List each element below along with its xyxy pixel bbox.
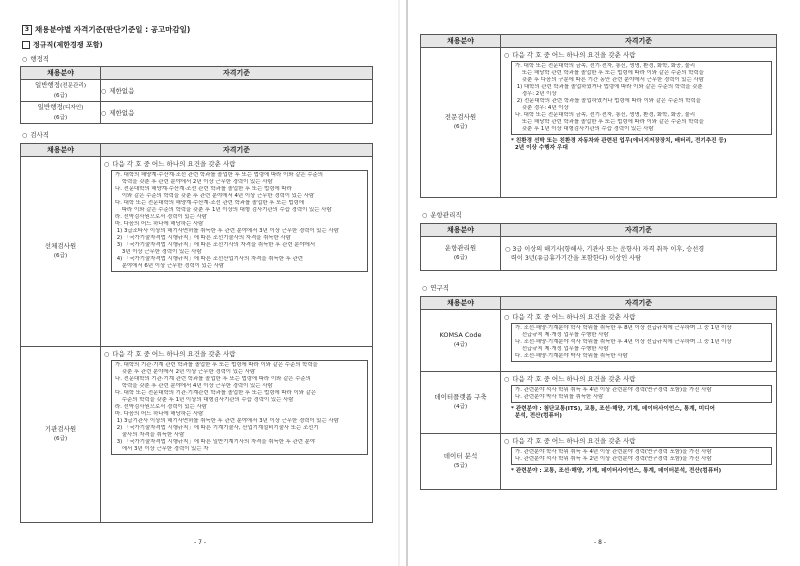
criteria-line: 2) 「국가기술자격법 시행규칙」에 따른 기계기술사, 산업기계설비기술사 또는 조선기	[115, 425, 319, 431]
scan-edge	[406, 0, 408, 566]
criteria-line: 학력을 갖춘 후 관련 분야에서 2년 이상 근무한 경력이 있는 사람	[115, 179, 273, 185]
criteria-line: 선급규칙 제·개정 업무를 수행한 사람	[515, 346, 609, 352]
inspect-table	[20, 143, 373, 523]
ops-manager-name: 운항관리원 (6급)	[421, 237, 501, 271]
criteria-note: * 친환경 선박 또는 친환경 자동차와 관련된 업무(에너지저장장치, 배터리, 전기추진 등) 2년 이상 수행자 우대	[511, 138, 727, 152]
col-header: 채용분야	[421, 297, 501, 310]
admin-row-1-text: ○ 제한없음	[101, 80, 373, 102]
criteria-line: 마. 다음의 어느 하나에 해당하는 사람	[115, 221, 204, 227]
komsa-code-name: KOMSA Code (4급)	[421, 310, 501, 372]
ops-title: 운항관리직	[430, 211, 462, 219]
criteria-line: 나. 관련분야 박사 학위를 취득한 사람	[515, 394, 604, 400]
criteria-line: 나. 전문대학의 해양계·수산계·조선 관련 학과를 졸업한 후 또는 법령에 따라	[115, 186, 292, 192]
checkbox-icon	[22, 41, 30, 49]
ops-table	[420, 223, 777, 271]
admin-row-1-name: 일반행정(전문관리) (6급)	[21, 80, 101, 102]
ship-inspector-criteria: ○ 다음 각 호 중 어느 하나의 요건을 갖춘 사람 가. 대학의 해양계·수산계·조선 관련 학과를 졸업한 후 또는 법령에 따라 이와 같은 수준의 학력을 갖춘 후 관련 분야에서 2년 이상 근무한 경력이 있는 사람 나. 전문대학의 해양계·수산계·조선 관련 학과를 졸업한 후 또는 법령에 따라 이와 같은 수준의 학력을 갖춘 후 관련 분야에서 4년 이상 근무한 경력이 있는 사람 다. 대학 또는 전문대학의 해양계·수산계·조선 관련 학과를 졸업한 후 또는 법령에 따라 이와 같은 수준의 학력을 갖춘 후 1년 이상의 대형 검사기관의 수습 경력이 있는 사람 라. 선박검사원으로서 경력이 있는 사람 마. 다음의 어느 하나에 해당하는 사람 1) 3급조타사 이상의 해기사면허를 취득한 후 관련 분야에서 3년 이상 근무한 경력이 있는 사람 2) 「국가기술자격법 시행규칙」에 따른 조선기술사의 자격을 취득한 사람 3) 「국가기술자격법 시행규칙」에 따른 조선기사의 자격을 취득한 후 관련 분야에서 3년 이상 근무한 경력이 있는 사람 4) 「국가기술자격법 시행규칙」에 따른 조선산업기사의 자격을 취득한 후 관련 분야에서 6년 이상 근무한 경력이 있는 사람	[101, 157, 373, 347]
criteria-line: 3) 「국가기술자격법 시행규칙」에 따른 일반기계기사의 자격을 취득한 후 관련 분야	[115, 439, 316, 445]
col-header: 자격기준	[501, 224, 777, 237]
right-page	[400, 0, 800, 566]
group-title-research	[422, 283, 449, 292]
col-header: 자격기준	[101, 67, 373, 80]
group-title-admin	[22, 54, 49, 63]
elec-inspector-criteria: ○ 다음 각 호 중 어느 하나의 요건을 갖춘 사람 가. 대학 또는 전문대학의 금속, 전기·전자, 통신, 생명, 환경, 화학, 화공, 물리 또는 해당학 관련 학과를 졸업한 후 또는 법령에 따라 이와 같은 수준의 학력을 갖춘 후 다음의 구분에 따른 기간 동안 관련 분야에서 근무한 경력이 있는 사람 1) 대학의 관련 학과를 졸업하였거나 법령에 따라 이와 같은 수준의 학력을 갖춘 경우: 2년 이상 2) 전문대학의 관련 학과를 졸업하였거나 법령에 따라 이와 같은 수준의 학력을 갖춘 경우: 4년 이상 나. 대학 또는 전문대학의 금속, 전기·전자, 통신, 생명, 환경, 화학, 화공, 물리 또는 해당학 관련 학과를 졸업한 후 또는 법령에 따라 이와 같은 수준의 학력을 갖춘 후 1년 이상 대형검사기관의 수습 경력이 있는 사람 * 친환경 선박 또는 친환경 자동차와 관련된 업무(에너지저장장치, 배터리, 전기추진 등) 2년 이상 수행자 우대	[501, 48, 777, 198]
engine-inspector-criteria: ○ 다음 각 호 중 어느 하나의 요건을 갖춘 사람 가. 대학의 기관·기계 관련 학과를 졸업한 후 또는 법령에 따라 이와 같은 수준의 학력을 갖춘 후 관련 분야에서 2년 이상 근무한 경력이 있는 사람 나. 전문대학의 기관·기계 관련 학과를 졸업한 후 또는 법령에 따라 이와 같은 수준의 학력을 갖춘 후 관련 분야에서 4년 이상 근무한 경력이 있는 사람 다. 대학 또는 전문대학의 기관·기계관련 학과를 졸업한 후 또는 법령에 따라 이와 같은 수준의 학력을 갖춘 후 1년 이상의 대형검사기관의 수습 경력이 있는 사람 라. 선박검사원으로서 경력이 있는 사람 마. 다음의 어느 하나에 해당하는 사람 1) 3급기관사 이상의 해기사면허를 취득한 후 관련 분야에서 3년 이상 근무한 경력이 있는 사람 2) 「국가기술자격법 시행규칙」에 따른 기계기술사, 산업기계설비기술사 또는 조선기 술사의 자격을 취득한 사람 3) 「국가기술자격법 시행규칙」에 따른 일반기계기사의 자격을 취득한 후 관련 분야 에서 3년 이상 근무한 경력이 있는 자	[101, 347, 373, 523]
criteria-line: 경우: 2년 이상	[515, 91, 557, 97]
criteria-line: 3년 이상 근무한 경력이 있는 사람	[115, 249, 202, 255]
admin-title: 행정직	[30, 55, 50, 63]
engine-inspector-name: 기관검사원 (6급)	[21, 347, 101, 523]
criteria-line: 나. 관련분야 석사 학위 취득 후 2년 이상 관련분야 경력(연구경력 포함)을 가진 사람	[515, 456, 712, 462]
criteria-line: 1) 대학의 관련 학과를 졸업하였거나 법령에 따라 이와 같은 수준의 학력을 갖춘	[515, 84, 703, 90]
criteria-box	[111, 170, 368, 272]
circle-bullet-icon: ○	[22, 132, 28, 139]
admin-row-2-name: 일반행정(디자인) (6급)	[21, 102, 101, 124]
page-number: - 8 -	[594, 539, 606, 546]
criteria-line: 이와 같은 수준의 학력을 갖춘 후 관련 분야에서 4년 이상 근무한 경력이 있는 사람	[115, 193, 315, 199]
col-header: 자격기준	[501, 297, 777, 310]
criteria-line: 가. 관련분야 석사 학위 취득 후 4년 이상 관련분야 경력(연구경력 포함)을 가진 사람	[515, 387, 712, 393]
criteria-line: 따라 이와 같은 수준의 학력을 갖춘 후 1년 이상의 대형 검사기관의 수습 경력이 있는 사람	[115, 207, 332, 213]
criteria-line: 또는 해당학 관련 학과를 졸업한 후 또는 법령에 따라 이와 같은 수준의 학력을	[515, 119, 704, 125]
criteria-box	[511, 323, 772, 362]
criteria-line: 갖춘 후 1년 이상 대형검사기관의 수습 경력이 있는 사람	[515, 126, 654, 132]
komsa-code-criteria: ○ 다음 각 호 중 어느 하나의 요건을 갖춘 사람 가. 조선·해양·기계분야 학사 학위를 취득한 후 8년 이상 선급규칙에 근무하며 그 중 1년 이상 선급규칙 제·개정 업무를 수행한 사람 나. 조선·해양·기계분야 석사 학위를 취득한 후 4년 이상 선급규칙에 근무하며 그 중 1년 이상 선급규칙 제·개정 업무를 수행한 사람 다. 조선·해양·기계분야 박사 학위를 취득한 사람	[501, 310, 777, 372]
criteria-box	[511, 61, 772, 135]
circle-bullet-icon: ○	[422, 212, 428, 219]
criteria-box	[511, 385, 772, 403]
criteria-line: 3) 「국가기술자격법 시행규칙」에 따른 조선기사의 자격을 취득한 후 관련 분야에서	[115, 242, 316, 248]
criteria-note: * 관련분야 : 첨단교통(ITS), 교통, 조선·해양, 기계, 데이터사이언스, 통계, 미디어 분석, 전산(컴퓨터)	[511, 406, 715, 420]
data-platform-criteria: ○ 다음 각 호 중 어느 하나의 요건을 갖춘 사람 가. 관련분야 석사 학위 취득 후 4년 이상 관련분야 경력(연구경력 포함)을 가진 사람 나. 관련분야 박사 학위를 취득한 사람 * 관련분야 : 첨단교통(ITS), 교통, 조선·해양, 기계, 데이터사이언스, 통계, 미디어 분석, 전산(컴퓨터)	[501, 372, 777, 434]
admin-table	[20, 66, 373, 124]
research-table	[420, 296, 777, 490]
criteria-line: 분야에서 6년 이상 근무한 경력이 있는 사람	[115, 263, 225, 269]
section-heading	[22, 24, 190, 35]
elec-table	[420, 34, 777, 198]
criteria-line: 에서 3년 이상 근무한 경력이 있는 자	[115, 446, 209, 452]
ops-manager-criteria: ○ 3급 이상의 해기사(항해사, 기관사 또는 운항사) 자격 취득 이후, 승선경 력이 3년(유급휴가기간을 포함한다) 이상인 사람	[501, 237, 777, 271]
criteria-line: 갖춘 경우: 4년 이상	[515, 105, 569, 111]
section-number: 3	[22, 25, 32, 35]
criteria-line: 라. 선박검사원으로서 경력이 있는 사람	[115, 214, 207, 220]
criteria-line: 다. 대학 또는 전문대학의 기관·기계관련 학과를 졸업한 후 또는 법령에 따라 이와 같은	[115, 390, 317, 396]
data-analysis-criteria: ○ 다음 각 호 중 어느 하나의 요건을 갖춘 사람 가. 관련분야 학사 학위 취득 후 4년 이상 관련분야 경력(연구경력 포함)을 가진 사람 나. 관련분야 석사 학위 취득 후 2년 이상 관련분야 경력(연구경력 포함)을 가진 사람 * 관련분야 : 교통, 조선·해양, 기계, 데이터사이언스, 통계, 데이터분석, 전산(컴퓨터)	[501, 434, 777, 490]
circle-bullet-icon: ○	[422, 285, 428, 292]
criteria-box	[511, 447, 772, 465]
admin-row-2-text: ○ 제한없음	[101, 102, 373, 124]
criteria-line: 마. 다음의 어느 하나에 해당하는 사람	[115, 411, 204, 417]
criteria-note: * 관련분야 : 교통, 조선·해양, 기계, 데이터사이언스, 통계, 데이터분석, 전산(컴퓨터)	[511, 468, 722, 474]
criteria-line: 다. 조선·해양·기계분야 박사 학위를 취득한 사람	[515, 353, 628, 359]
criteria-line: 갖춘 후 다음의 구분에 따른 기간 동안 관련 분야에서 근무한 경력이 있는 사람	[515, 77, 704, 83]
col-header: 자격기준	[501, 35, 777, 48]
criteria-line: 학력을 갖춘 후 관련 분야에서 4년 이상 근무한 경력이 있는 사람	[115, 383, 273, 389]
criteria-line: 가. 관련분야 학사 학위 취득 후 4년 이상 관련분야 경력(연구경력 포함)을 가진 사람	[515, 449, 712, 455]
criteria-line: 4) 「국가기술자격법 시행규칙」에 따른 조선산업기사의 자격을 취득한 후 관련	[115, 256, 303, 262]
criteria-line: 가. 조선·해양·기계분야 학사 학위를 취득한 후 8년 이상 선급규칙에 근무하며 그 중 1년 이상	[515, 325, 732, 331]
col-header: 채용분야	[21, 67, 101, 80]
criteria-line: 나. 대학 또는 전문대학의 금속, 전기·전자, 통신, 생명, 환경, 화학, 화공, 물리	[515, 112, 696, 118]
ship-inspector-name: 선체검사원 (6급)	[21, 157, 101, 347]
col-header: 자격기준	[101, 144, 373, 157]
criteria-line: 가. 대학의 기관·기계 관련 학과를 졸업한 후 또는 법령에 따라 이와 같은 수준의 학력을	[115, 362, 318, 368]
criteria-line: 1) 3급기관사 이상의 해기사면허를 취득한 후 관련 분야에서 3년 이상 근무한 경력이 있는 사람	[115, 418, 339, 424]
criteria-line: 가. 대학 또는 전문대학의 금속, 전기·전자, 통신, 생명, 환경, 화학, 화공, 물리	[515, 63, 696, 69]
research-title: 연구직	[430, 284, 450, 292]
criteria-line: 선급규칙 제·개정 업무를 수행한 사람	[515, 332, 609, 338]
criteria-line: 1) 3급조타사 이상의 해기사면허를 취득한 후 관련 분야에서 3년 이상 근무한 경력이 있는 사람	[115, 228, 339, 234]
subsection-title: 정규직(제한경쟁 포함)	[33, 41, 103, 49]
criteria-line: 라. 선박검사원으로서 경력이 있는 사람	[115, 404, 207, 410]
col-header: 채용분야	[21, 144, 101, 157]
data-platform-name: 데이터플랫폼 구축 (4급)	[421, 372, 501, 434]
group-title-inspect	[22, 130, 49, 139]
criteria-line: 나. 조선·해양·기계분야 석사 학위를 취득한 후 4년 이상 선급규칙에 근무하며 그 중 1년 이상	[515, 339, 732, 345]
subsection-heading	[22, 40, 103, 50]
col-header: 채용분야	[421, 224, 501, 237]
criteria-line: 또는 해당학 관련 학과를 졸업한 후 또는 법령에 따라 이와 같은 수준의 학력을	[515, 70, 704, 76]
elec-inspector-name: 전문검사원 (6급)	[421, 48, 501, 198]
criteria-line: 2) 「국가기술자격법 시행규칙」에 따른 조선기술사의 자격을 취득한 사람	[115, 235, 291, 241]
criteria-line: 나. 전문대학의 기관·기계 관련 학과를 졸업한 후 또는 법령에 따라 이와 같은 수준의	[115, 376, 311, 382]
data-analysis-name: 데이터 분석 (5급)	[421, 434, 501, 490]
criteria-line: 수준의 학력을 갖춘 후 1년 이상의 대형검사기관의 수습 경력이 있는 사람	[115, 397, 294, 403]
criteria-box	[111, 360, 368, 455]
group-title-ops	[422, 210, 462, 219]
criteria-line: 다. 대학 또는 전문대학의 해양계·수산계·조선 관련 학과를 졸업한 후 또는 법령에	[115, 200, 304, 206]
circle-bullet-icon: ○	[22, 56, 28, 63]
col-header: 채용분야	[421, 35, 501, 48]
criteria-line: 2) 전문대학의 관련 학과를 졸업하였거나 법령에 따라 이와 같은 수준의 학력을	[515, 98, 701, 104]
criteria-line: 술사의 자격을 취득한 사람	[115, 432, 185, 438]
section-title: 채용분야별 자격기준(판단기준일 : 공고마감일)	[35, 25, 191, 34]
page-number: - 7 -	[194, 539, 206, 546]
criteria-line: 갖춘 후 관련 분야에서 2년 이상 근무한 경력이 있는 사람	[115, 369, 256, 375]
inspect-title: 검사직	[30, 131, 50, 139]
criteria-line: 가. 대학의 해양계·수산계·조선 관련 학과를 졸업한 후 또는 법령에 따라 이와 같은 수준의	[115, 172, 323, 178]
